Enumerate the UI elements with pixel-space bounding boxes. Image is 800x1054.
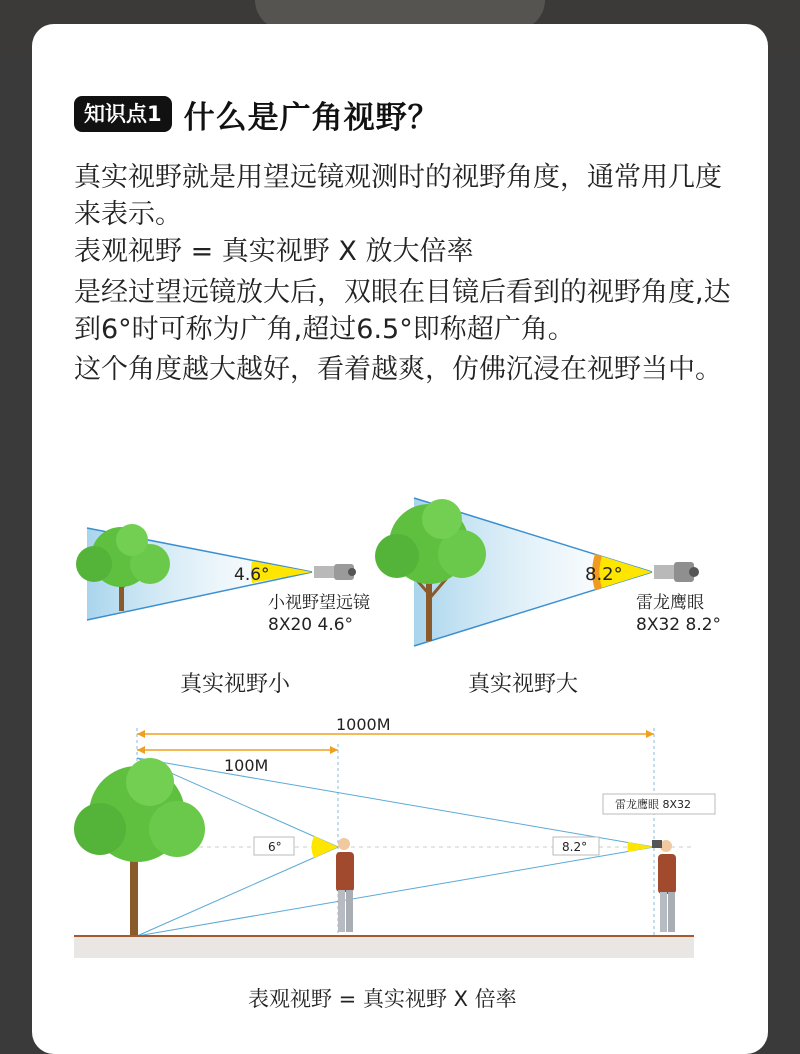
far-observer-binocular <box>652 840 662 848</box>
near-ray-bottom <box>137 847 338 936</box>
large-product-spec: 8X32 8.2° <box>636 615 722 635</box>
near-observer-person <box>336 838 354 932</box>
distance-1000m-label: 1000M <box>336 715 391 734</box>
small-product-spec: 8X20 4.6° <box>268 615 354 635</box>
ground <box>74 936 694 958</box>
knowledge-point-tag: 知识点1 <box>74 96 172 132</box>
large-fov-caption: 真实视野大 <box>468 672 579 697</box>
small-fov-angle-label: 4.6° <box>234 565 270 585</box>
small-product-name: 小视野望远镜 <box>268 593 370 613</box>
large-product-name: 雷龙鹰眼 <box>636 593 704 613</box>
large-fov-angle-label: 8.2° <box>585 564 623 585</box>
far-ray-bottom <box>137 847 654 936</box>
small-binocular-icon <box>314 564 356 580</box>
near-angle-label: 6° <box>268 840 282 854</box>
paragraph-bigger-better: 这个角度越大越好，看着越爽，仿佛沉浸在视野当中。 <box>74 354 722 385</box>
far-ray-top <box>137 758 654 847</box>
paragraph-apparent-fov: 是经过望远镜放大后，双眼在目镜后看到的视野角度,达到6°时可称为广角,超过6.5°即称超广角。 <box>74 277 731 345</box>
far-angle-sector <box>628 842 654 852</box>
large-fov-diagram <box>375 498 721 697</box>
content-card <box>32 24 768 1054</box>
small-fov-caption: 真实视野小 <box>180 672 291 697</box>
product-label: 雷龙鹰眼 8X32 <box>615 798 692 811</box>
distance-tree <box>74 758 205 936</box>
large-binocular-icon <box>654 562 699 582</box>
section-title: 什么是广角视野？ <box>183 99 440 136</box>
far-observer-person <box>652 840 676 932</box>
near-angle-sector <box>312 836 338 858</box>
paragraph-formula: 表观视野 = 真实视野 X 放大倍率 <box>74 236 474 267</box>
distance-diagram <box>74 715 715 1011</box>
distance-100m-label: 100M <box>224 756 269 775</box>
far-angle-label: 8.2° <box>562 840 588 854</box>
fov-diagrams <box>32 24 768 1042</box>
paragraph-true-fov: 真实视野就是用望远镜观测时的视野角度，通常用几度来表示。 <box>74 162 722 230</box>
distance-caption: 表观视野 = 真实视野 X 倍率 <box>248 987 517 1011</box>
small-fov-diagram <box>76 524 370 697</box>
